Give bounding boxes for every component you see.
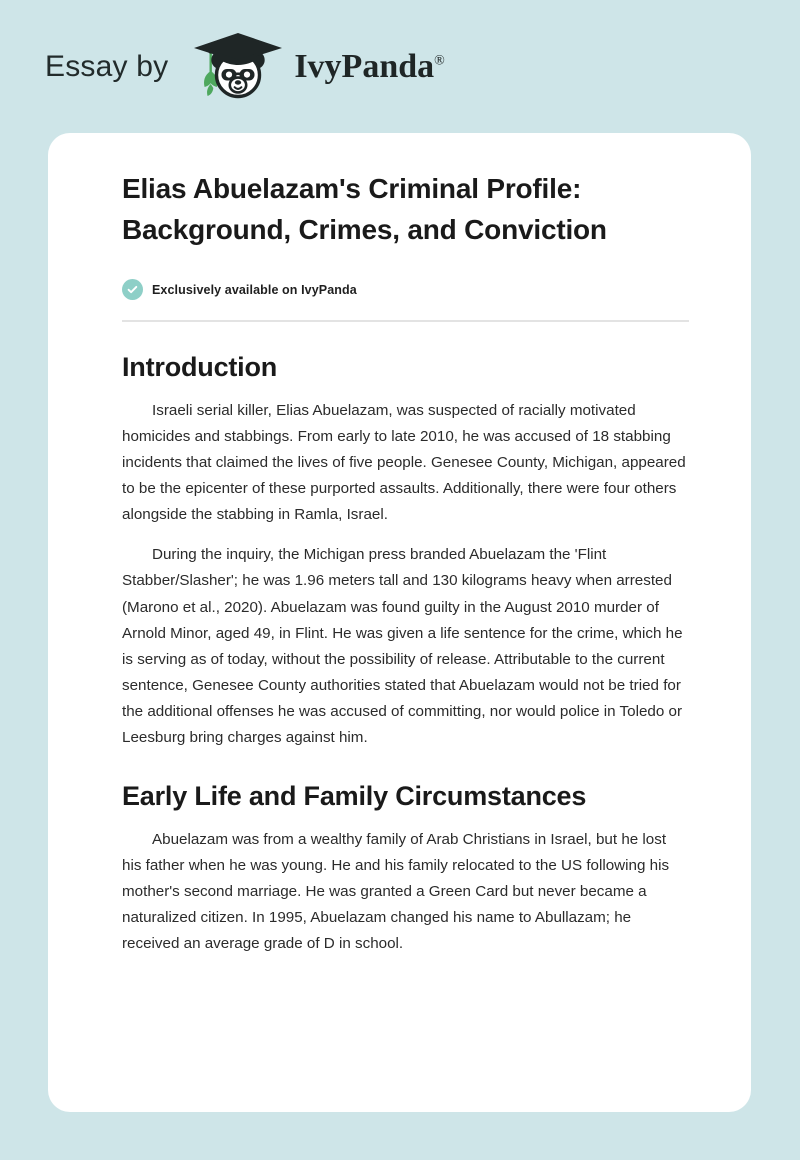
- panda-graduation-cap-icon: [182, 31, 286, 103]
- brand-lockup[interactable]: [45, 31, 445, 103]
- paragraph: Israeli serial killer, Elias Abuelazam, was suspected of racially motivated homicides and stabbings. From early to late 2010, he was accused of 18 stabbing incidents that claimed the lives of five people. Genesee County, Michigan, appeared to be the epicenter of these purported assaults. Additionally, there were four others alongside the stabbing in Ramla, Israel.: [122, 401, 686, 524]
- section-heading-introduction: Introduction: [122, 352, 278, 383]
- paragraph: Abuelazam was from a wealthy family of Arab Christians in Israel, but he lost his father when he was young. He and his family relocated to the US following his mother's second marriage. He was granted a Green Card but never became a naturalized citizen. In 1995, Abuelazam changed his name to Abullazam; he received an average grade of D in school.: [122, 830, 670, 953]
- essay-card: [48, 133, 751, 1112]
- essay-content: [74, 169, 711, 958]
- brand-wordmark: [294, 47, 445, 85]
- brand-name-text: IvyPanda: [294, 47, 435, 85]
- section-heading-early-life: Early Life and Family Circumstances: [122, 781, 587, 812]
- title-divider: [122, 320, 689, 322]
- registered-trademark-symbol: ®: [434, 53, 445, 69]
- paragraph: During the inquiry, the Michigan press branded Abuelazam the 'Flint Stabber/Slasher'; he was 1.96 meters tall and 130 kilograms heavy when arrested (Marono et al., 2020). Abuelazam was found guilty in the August 2010 murder of Arnold Minor, aged 49, in Flint. He was given a life sentence for the crime, which he is serving as of today, without the possibility of release. Attributable to the current sentence, Genesee County authorities stated that Abuelazam would not be tried for the additional offenses he was accused of committing, nor would police in Toledo or Leesburg bring charges against him.: [122, 546, 683, 747]
- status-badge: [122, 279, 689, 300]
- exclusive-availability-label: Exclusively available on IvyPanda: [152, 282, 357, 297]
- essay-by-label: Essay by: [45, 49, 169, 83]
- site-header: [0, 0, 800, 133]
- check-circle-icon: [122, 279, 143, 300]
- page-title: Elias Abuelazam's Criminal Profile: Background, Crimes, and Conviction: [122, 173, 607, 245]
